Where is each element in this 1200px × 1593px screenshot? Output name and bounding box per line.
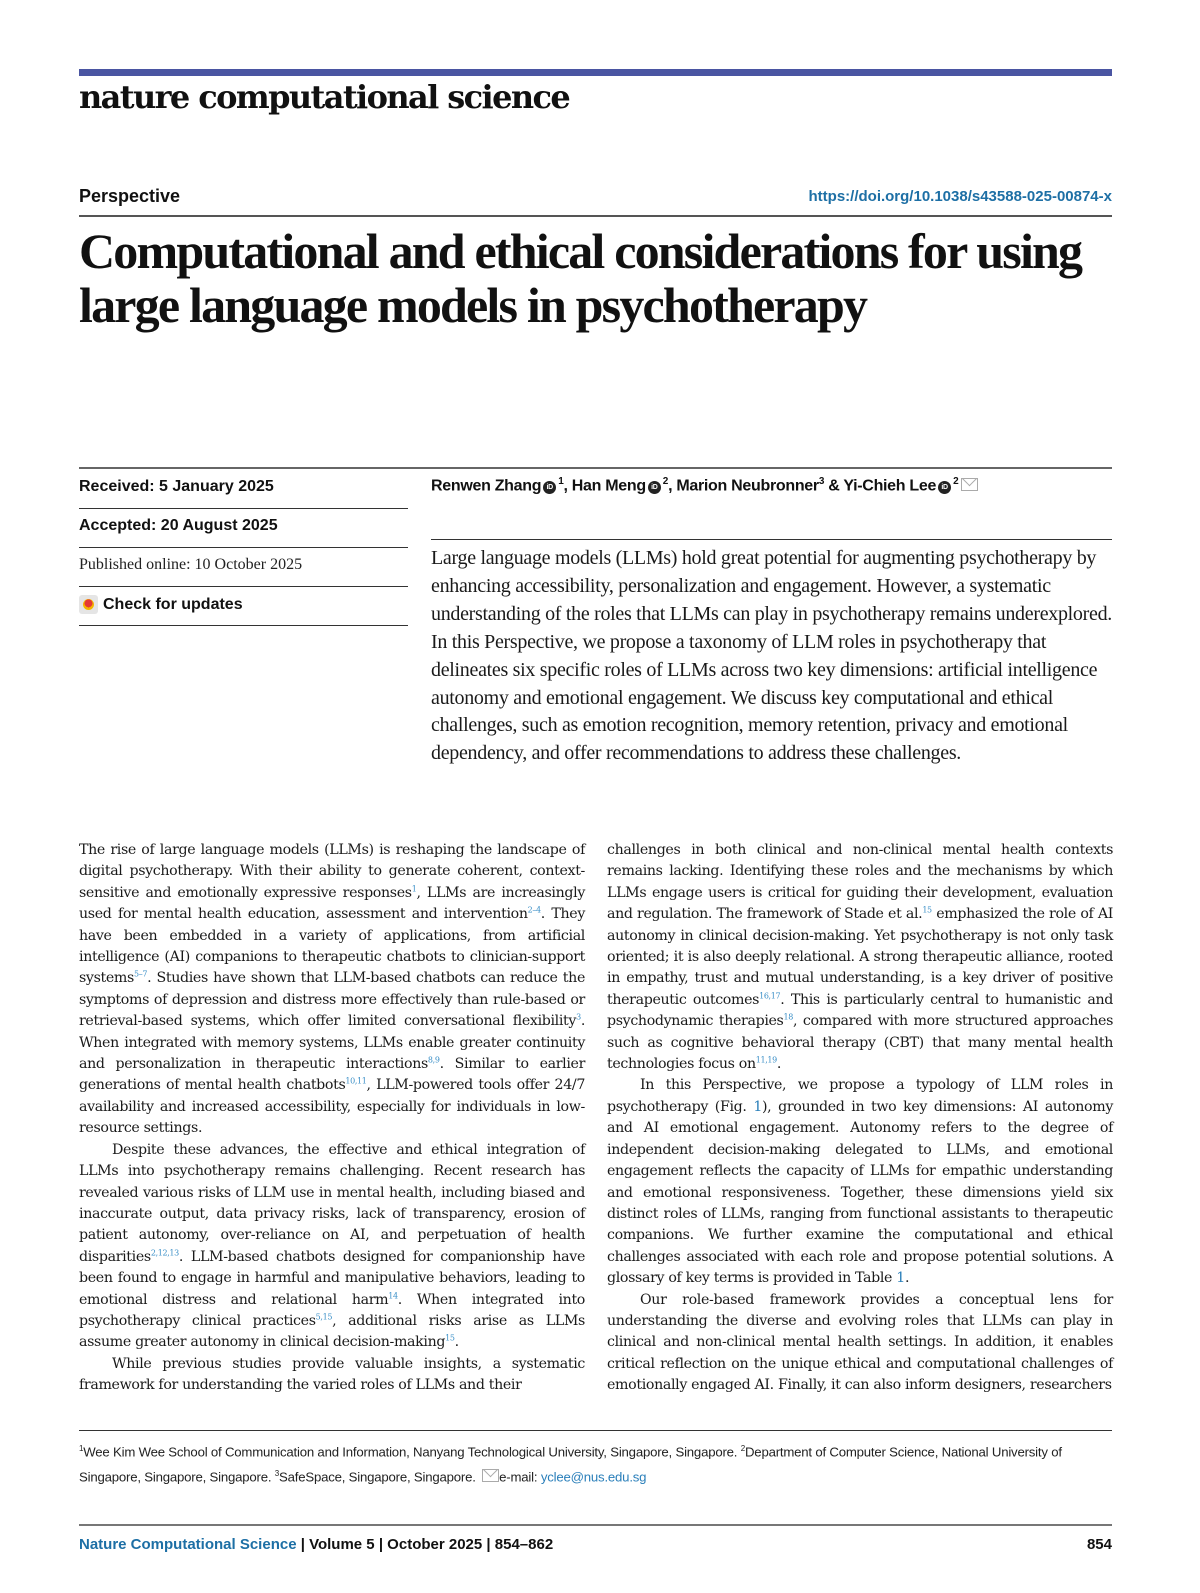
affiliation-marker: 1 bbox=[558, 476, 564, 487]
footer-details: | Volume 5 | October 2025 | 854–862 bbox=[296, 1536, 554, 1553]
check-for-updates-button[interactable] bbox=[79, 595, 408, 614]
footer-citation bbox=[79, 1536, 553, 1553]
abstract: Large language models (LLMs) hold great potential for augmenting psychotherapy by enhancing accessibility, personalization and engagement. However, a systematic understanding of the roles that LLMs can play in psychotherapy remains underexplored. In this Perspective, we propose a taxonomy of LLM roles in psychotherapy that delineates six specific roles of LLMs across two key dimensions: artificial intelligence autonomy and emotional engagement. We discuss key computational and ethical challenges, such as emotion recognition, memory retention, privacy and emotional dependency, and offer recommendations to address these challenges. bbox=[431, 547, 1112, 765]
affiliation-3: SafeSpace, Singapore, Singapore. bbox=[279, 1469, 480, 1485]
crossmark-icon bbox=[79, 595, 98, 614]
orcid-icon[interactable]: iD bbox=[648, 481, 661, 494]
meta-divider bbox=[79, 467, 1112, 469]
author-name[interactable]: Han Meng bbox=[571, 477, 646, 495]
citation-link[interactable]: 2–4 bbox=[527, 905, 541, 915]
email-link[interactable]: yclee@nus.edu.sg bbox=[540, 1469, 647, 1485]
divider bbox=[79, 508, 408, 509]
body-paragraph: While previous studies provide valuable insights, a systematic framework for understanding the varied roles of LLMs and their bbox=[79, 1355, 585, 1394]
accepted-date: Accepted: 20 August 2025 bbox=[79, 517, 278, 534]
citation-link[interactable]: 11,19 bbox=[755, 1055, 777, 1065]
doi-link[interactable]: https://doi.org/10.1038/s43588-025-00874-x bbox=[808, 188, 1112, 205]
body-column-left bbox=[79, 840, 585, 1397]
affiliation-number: 2 bbox=[740, 1444, 745, 1453]
citation-link[interactable]: 18 bbox=[783, 1012, 793, 1022]
author-separator: , bbox=[563, 477, 572, 495]
email-label: e-mail: bbox=[499, 1469, 541, 1485]
affiliation-divider bbox=[79, 1430, 1112, 1431]
email-icon bbox=[482, 1469, 499, 1482]
body-paragraph: Our role-based framework provides a conceptual lens for understanding the diverse and evolving roles that LLMs can play in clinical and non-clinical mental health settings. In addition, it enables critical reflection on the unique ethical and computational challenges of emotionally engaged AI. Finally, it can also inform designers, researchers bbox=[607, 1291, 1113, 1394]
article-title: Computational and ethical considerations for using large language models in psychotherapy bbox=[79, 223, 1082, 333]
divider bbox=[79, 547, 408, 548]
published-date: Published online: 10 October 2025 bbox=[79, 556, 303, 573]
email-icon[interactable] bbox=[961, 478, 978, 491]
citation-link[interactable]: 5–7 bbox=[133, 969, 148, 979]
author-list bbox=[431, 476, 978, 495]
affiliation-marker: 3 bbox=[818, 476, 825, 487]
citation-link[interactable]: 2,12,13 bbox=[150, 1247, 179, 1257]
affiliation-1: Wee Kim Wee School of Communication and Information, Nanyang Technological University, Singapore, Singapore. bbox=[83, 1444, 741, 1460]
author-separator: , bbox=[668, 477, 677, 495]
citation-link[interactable]: 15 bbox=[922, 905, 932, 915]
affiliation-marker: 2 bbox=[662, 476, 669, 487]
footer-divider bbox=[79, 1524, 1112, 1526]
citation-link[interactable]: 10,11 bbox=[345, 1076, 367, 1086]
affiliation-number: 1 bbox=[79, 1444, 84, 1453]
brand-bar bbox=[79, 69, 1112, 76]
header-divider bbox=[79, 215, 1112, 217]
body-paragraph: The rise of large language models (LLMs) is reshaping the landscape of digital psychotherapy. With their ability to generate coherent, context-sensitive and emotionally expressive responses$^1$, LLMs are increasingly used for mental health education, assessment and intervention$^{2-4}$. They have been embedded in a variety of applications, from artificial intelligence (AI) companions to therapeutic chatbots to clinician-support systems$^{5-7}$. Studies have shown that LLM-based chatbots can reduce the symptoms of depression and distress more effectively than rule-based or retrieval-based systems, which offer limited conversational flexibility$^3$. When integrated with memory systems, LLMs enable greater continuity and personalization in therapeutic interactions$^{8,9}$. Similar to earlier generations of mental health chatbots$^{10,11}$, LLM-powered tools offer 24/7 availability and increased accessibility, especially for individuals in low-resource settings. bbox=[79, 842, 586, 1137]
citation-link[interactable]: 5,15 bbox=[315, 1312, 333, 1322]
author-name[interactable]: Marion Neubronner bbox=[676, 477, 819, 495]
citation-link[interactable]: 16,17 bbox=[759, 991, 781, 1001]
citation-link[interactable]: 14 bbox=[388, 1290, 398, 1300]
abstract-divider bbox=[431, 539, 1112, 540]
cross-reference-link[interactable]: 1 bbox=[753, 1098, 762, 1115]
body-paragraph: In this Perspective, we propose a typology of LLM roles in psychotherapy (Fig. 1), grounded in two key dimensions: AI autonomy and AI emotional engagement. Autonomy refers to the degree of independent decision-making delegated to LLMs, and emotional engagement reflects the capacity of LLMs for empathic understanding and emotional responsiveness. Together, these dimensions yield six distinct roles of LLMs, ranging from functional assistants to therapeutic companions. We further examine the computational and ethical challenges associated with each role and propose potential solutions. A glossary of key terms is provided in Table 1. bbox=[607, 1077, 1114, 1287]
cross-reference-link[interactable]: 1 bbox=[896, 1270, 905, 1287]
body-column-right bbox=[607, 840, 1113, 1397]
affiliation-2: Department of Computer Science, National University of Singapore, Singapore, Singapore. bbox=[79, 1444, 1062, 1485]
citation-link[interactable]: 8,9 bbox=[427, 1055, 440, 1065]
affiliation-number: 3 bbox=[274, 1468, 280, 1478]
page-number: 854 bbox=[1086, 1536, 1112, 1553]
body-paragraph: Despite these advances, the effective and ethical integration of LLMs into psychotherapy remains challenging. Recent research has revealed various risks of LLM use in mental health, including biased and inaccurate output, data privacy risks, lack of transparency, erosion of patient autonomy, over-reliance on AI, and perpetuation of health disparities$^{2,12,13}$. LLM-based chatbots designed for companionship have been found to engage in harmful and manipulative behaviors, leading to emotional distress and relational harm$^{14}$. When integrated into psychotherapy clinical practices$^{5,15}$, additional risks arise as LLMs assume greater autonomy in clinical decision-making$^{15}$. bbox=[79, 1141, 585, 1351]
author-name[interactable]: Yi-Chieh Lee bbox=[843, 477, 937, 495]
orcid-icon[interactable]: iD bbox=[543, 481, 556, 494]
citation-link[interactable]: 15 bbox=[445, 1333, 455, 1343]
affiliation-marker: 2 bbox=[953, 476, 959, 487]
received-date: Received: 5 January 2025 bbox=[79, 478, 274, 495]
author-separator: & bbox=[824, 477, 844, 495]
article-type: Perspective bbox=[79, 186, 181, 206]
citation-link[interactable]: 3 bbox=[576, 1012, 581, 1022]
orcid-icon[interactable]: iD bbox=[938, 481, 951, 494]
check-for-updates-label: Check for updates bbox=[103, 595, 243, 613]
affiliations bbox=[79, 1438, 1114, 1488]
divider bbox=[79, 586, 408, 587]
footer-journal-link[interactable]: Nature Computational Science bbox=[79, 1536, 297, 1553]
divider bbox=[79, 625, 408, 626]
citation-link[interactable]: 1 bbox=[411, 884, 417, 894]
journal-name: nature computational science bbox=[79, 78, 570, 116]
body-paragraph: challenges in both clinical and non-clinical mental health contexts remains lacking. Identifying these roles and the mechanisms by which LLMs engage users is critical for guiding their development, evaluation and regulation. The framework of Stade et al.$^{15}$ emphasized the role of AI autonomy in clinical decision-making. Yet psychotherapy is not only task oriented; it is also deeply relational. A strong therapeutic alliance, rooted in empathy, trust and mutual understanding, is a key driver of positive therapeutic outcomes$^{16,17}$. This is particularly central to humanistic and psychodynamic therapies$^{18}$, compared with more structured approaches such as cognitive behavioral therapy (CBT) that many mental health technologies focus on$^{11,19}$. bbox=[607, 842, 1114, 1073]
author-name[interactable]: Renwen Zhang bbox=[431, 477, 542, 495]
